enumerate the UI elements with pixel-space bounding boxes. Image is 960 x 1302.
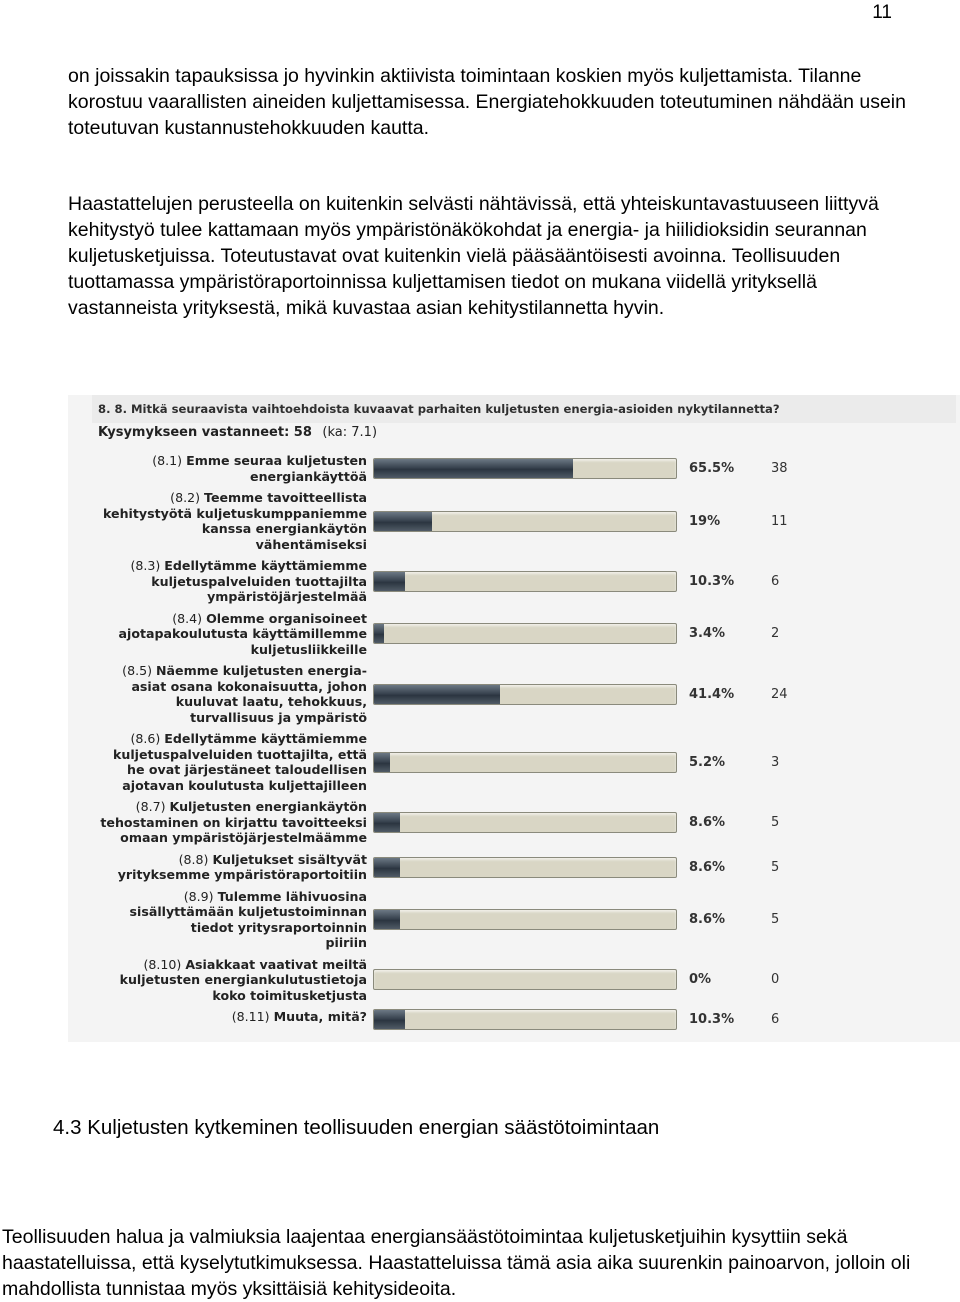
survey-bar-count: 2 xyxy=(771,626,780,642)
section-heading: 4.3 Kuljetusten kytkeminen teollisuuden energian säästötoimintaan xyxy=(53,1116,660,1139)
survey-bar-percent: 0% xyxy=(689,972,712,988)
survey-row-text: Asiakkaat vaativat meiltä xyxy=(185,956,367,972)
survey-row-label-line: yrityksemme ympäristöraportoitiin xyxy=(117,867,367,882)
survey-row-label-line: ajotavan koulutusta kuljettajilleen xyxy=(122,777,367,793)
survey-bar-percent: 5.2% xyxy=(689,754,726,770)
survey-bar xyxy=(374,910,400,929)
survey-row-label xyxy=(130,889,367,951)
survey-row-label-line: kehitystyötä kuljetuskumppaniemme xyxy=(103,505,367,521)
survey-bar-track xyxy=(373,684,677,705)
survey-bar-count: 0 xyxy=(771,972,780,988)
survey-bar-count: 5 xyxy=(771,912,780,927)
survey-row-label-line: piiriin xyxy=(325,935,367,950)
survey-row-label xyxy=(120,957,367,1004)
survey-row-label xyxy=(100,799,367,846)
survey-row-label-line: he ovat järjestäneet taloudellisen xyxy=(127,762,367,777)
paragraph-conclusion: Teollisuuden halua ja valmiuksia laajentaa energiansäästötoimintaa kuljetusketjuihin kysyttiin sekä haastatelluissa, että kyselytutkimuksessa. Haastatteluissa tämä asia aika suurenkin painoarvon, jolloin oli mahdollista tunnistaa myös yksittäisiä kehitysideoita. xyxy=(2,1226,911,1300)
page-number: 11 xyxy=(872,2,892,23)
survey-row-label-line xyxy=(130,558,367,574)
survey-row-text: Kuljetukset sisältyvät xyxy=(212,851,367,867)
survey-bar-track xyxy=(373,511,677,532)
survey-row-text: Näemme kuljetusten energia- xyxy=(156,663,367,678)
survey-bar xyxy=(374,685,500,704)
survey-row-label-line: kuljetuspalveluiden tuottajilta xyxy=(151,573,367,589)
survey-bar-count: 6 xyxy=(771,1012,780,1027)
survey-row-text: Teemme tavoitteellista xyxy=(204,490,367,505)
paragraph-interviews: Haastattelujen perusteella on kuitenkin selvästi nähtävissä, että yhteiskuntavastuuseen liittyvä kehitystyö tulee kattamaan myös ympäristönäkökohdat ja energia- ja hiilidioksidin seurannan kuljetusketjuissa. Toteutustavat ovat kuitenkin vielä pääsääntöisesti avoinna. Teollisuuden tuottamassa ympäristöraportoinnissa kuljettamisen tiedot on mukana viidellä yrityksellä vastanneista yrityksestä, mikä kuvastaa asian kehitystilannetta hyvin. xyxy=(68,193,879,319)
survey-row-label xyxy=(232,1009,367,1025)
survey-row-label-line xyxy=(100,799,367,815)
survey-bar-percent: 8.6% xyxy=(689,912,726,927)
survey-row-label-line: asiat osana kokonaisuutta, johon xyxy=(131,678,367,694)
survey-bar xyxy=(374,512,432,531)
survey-bar-track xyxy=(373,857,677,878)
survey-row-label-line: ympäristöjärjestelmää xyxy=(207,589,367,604)
survey-row-text: Edellytämme käyttämiemme xyxy=(164,731,367,746)
survey-bar-percent: 3.4% xyxy=(689,626,726,642)
survey-bar-percent: 8.6% xyxy=(689,814,726,830)
survey-row-text: Olemme organisoineet xyxy=(206,610,367,626)
survey-bar xyxy=(374,624,384,643)
survey-bar-count: 11 xyxy=(771,513,788,529)
survey-row-label-line xyxy=(152,453,367,469)
survey-row-text: Emme seuraa kuljetusten xyxy=(186,453,367,468)
survey-row-label-line xyxy=(130,889,367,905)
survey-row-text: Kuljetusten energiankäytön xyxy=(169,799,367,814)
survey-bar-count: 24 xyxy=(771,686,788,702)
survey-row-label-line: koko toimitusketjusta xyxy=(212,987,367,1003)
survey-row-code: (8.2) xyxy=(170,490,205,505)
survey-bar xyxy=(374,1010,405,1029)
survey-bar-track xyxy=(373,1009,677,1030)
survey-row-label-line xyxy=(120,957,367,973)
survey-bar xyxy=(374,858,400,877)
survey-bar-track xyxy=(373,812,677,833)
survey-row-label-line: kuljetuspalveluiden tuottajilta, että xyxy=(113,746,367,762)
survey-bar-track xyxy=(373,571,677,592)
survey-question-title: 8. 8. Mitkä seuraavista vaihtoehdoista kuvaavat parhaiten kuljetusten energia-asioiden nykytilannetta? xyxy=(92,395,956,423)
survey-row-label xyxy=(152,453,367,484)
survey-row-label-line: kuljetusten energiankulutustietoja xyxy=(119,972,367,987)
survey-row-label-line xyxy=(119,611,367,627)
survey-row-code: (8.4) xyxy=(172,610,207,626)
survey-row-label-line: sisällyttämään kuljetustoiminnan xyxy=(129,904,367,919)
respondent-count-label: Kysymykseen vastanneet: 58 xyxy=(98,425,312,440)
survey-bar-percent: 10.3% xyxy=(689,573,735,589)
survey-row-label xyxy=(130,558,367,605)
survey-row-text: Edellytämme käyttämiemme xyxy=(164,558,367,573)
survey-bar-percent: 10.3% xyxy=(689,1012,735,1027)
survey-row-label xyxy=(118,852,367,883)
survey-bar-count: 38 xyxy=(771,461,788,476)
survey-bar-count: 6 xyxy=(771,573,780,589)
survey-result-chart xyxy=(68,395,960,1042)
survey-bar-track xyxy=(373,623,677,644)
survey-row-label-line: energiankäyttöä xyxy=(250,468,367,484)
survey-bar-count: 3 xyxy=(771,754,780,770)
survey-row-label-line: kuuluvat laatu, tehokkuus, xyxy=(175,694,367,709)
survey-row-label xyxy=(113,731,367,793)
survey-bar-count: 5 xyxy=(771,814,780,830)
survey-row-label xyxy=(119,611,367,658)
survey-bar-percent: 19% xyxy=(689,513,721,529)
survey-row-code: (8.3) xyxy=(130,558,165,573)
survey-row-text: Muuta, mitä? xyxy=(273,1009,367,1024)
respondent-count xyxy=(98,425,377,440)
survey-row-label-line: turvallisuus ja ympäristö xyxy=(190,709,367,725)
survey-bar-percent: 8.6% xyxy=(689,859,726,875)
survey-row-label-line: kanssa energiankäytön xyxy=(201,521,367,536)
survey-row-label-line: ajotapakoulutusta käyttämillemme xyxy=(118,626,367,641)
survey-row-text: Tulemme lähivuosina xyxy=(217,888,367,904)
survey-row-label-line xyxy=(118,852,367,868)
survey-row-code: (8.6) xyxy=(130,731,165,746)
survey-bar xyxy=(374,572,405,591)
survey-row-label xyxy=(103,490,367,552)
survey-row-label-line xyxy=(232,1009,367,1025)
survey-row-label-line: omaan ympäristöjärjestelmäämme xyxy=(120,830,367,845)
survey-row-code: (8.9) xyxy=(183,888,218,904)
survey-row-code: (8.5) xyxy=(122,663,157,678)
survey-row-code: (8.8) xyxy=(178,851,213,867)
survey-bar xyxy=(374,459,573,478)
survey-bar-count: 5 xyxy=(771,859,780,875)
survey-bar-track xyxy=(373,458,677,479)
survey-row-code: (8.11) xyxy=(231,1009,274,1024)
survey-bar xyxy=(374,813,400,832)
survey-row-code: (8.1) xyxy=(152,453,187,468)
survey-row-label-line: kuljetusliikkeille xyxy=(250,641,367,657)
survey-bar xyxy=(374,753,390,772)
survey-row-label-line: tehostaminen on kirjattu tavoitteeksi xyxy=(100,814,367,830)
survey-bar-track xyxy=(373,969,677,990)
survey-row-label-line xyxy=(103,490,367,506)
paragraph-intro: on joissakin tapauksissa jo hyvinkin aktiivista toimintaan koskien myös kuljettamista. Tilanne korostuu vaarallisten aineiden kuljettamisessa. Energiatehokkuuden toteutuminen nähdään usein toteutuvan kustannustehokkuuden kautta. xyxy=(68,65,906,139)
survey-bar-percent: 65.5% xyxy=(689,461,735,476)
average-value: (ka: 7.1) xyxy=(322,425,378,440)
survey-bar-track xyxy=(373,752,677,773)
survey-row-label-line: vähentämiseksi xyxy=(255,536,367,552)
survey-row-label-line xyxy=(113,731,367,747)
survey-row-label xyxy=(122,663,367,725)
survey-bar-percent: 41.4% xyxy=(689,686,735,702)
survey-row-code: (8.10) xyxy=(143,956,186,972)
survey-row-label-line xyxy=(122,663,367,679)
survey-bar-track xyxy=(373,909,677,930)
survey-row-label-line: tiedot yritysraportoinnin xyxy=(190,919,367,935)
survey-row-code: (8.7) xyxy=(135,799,170,814)
